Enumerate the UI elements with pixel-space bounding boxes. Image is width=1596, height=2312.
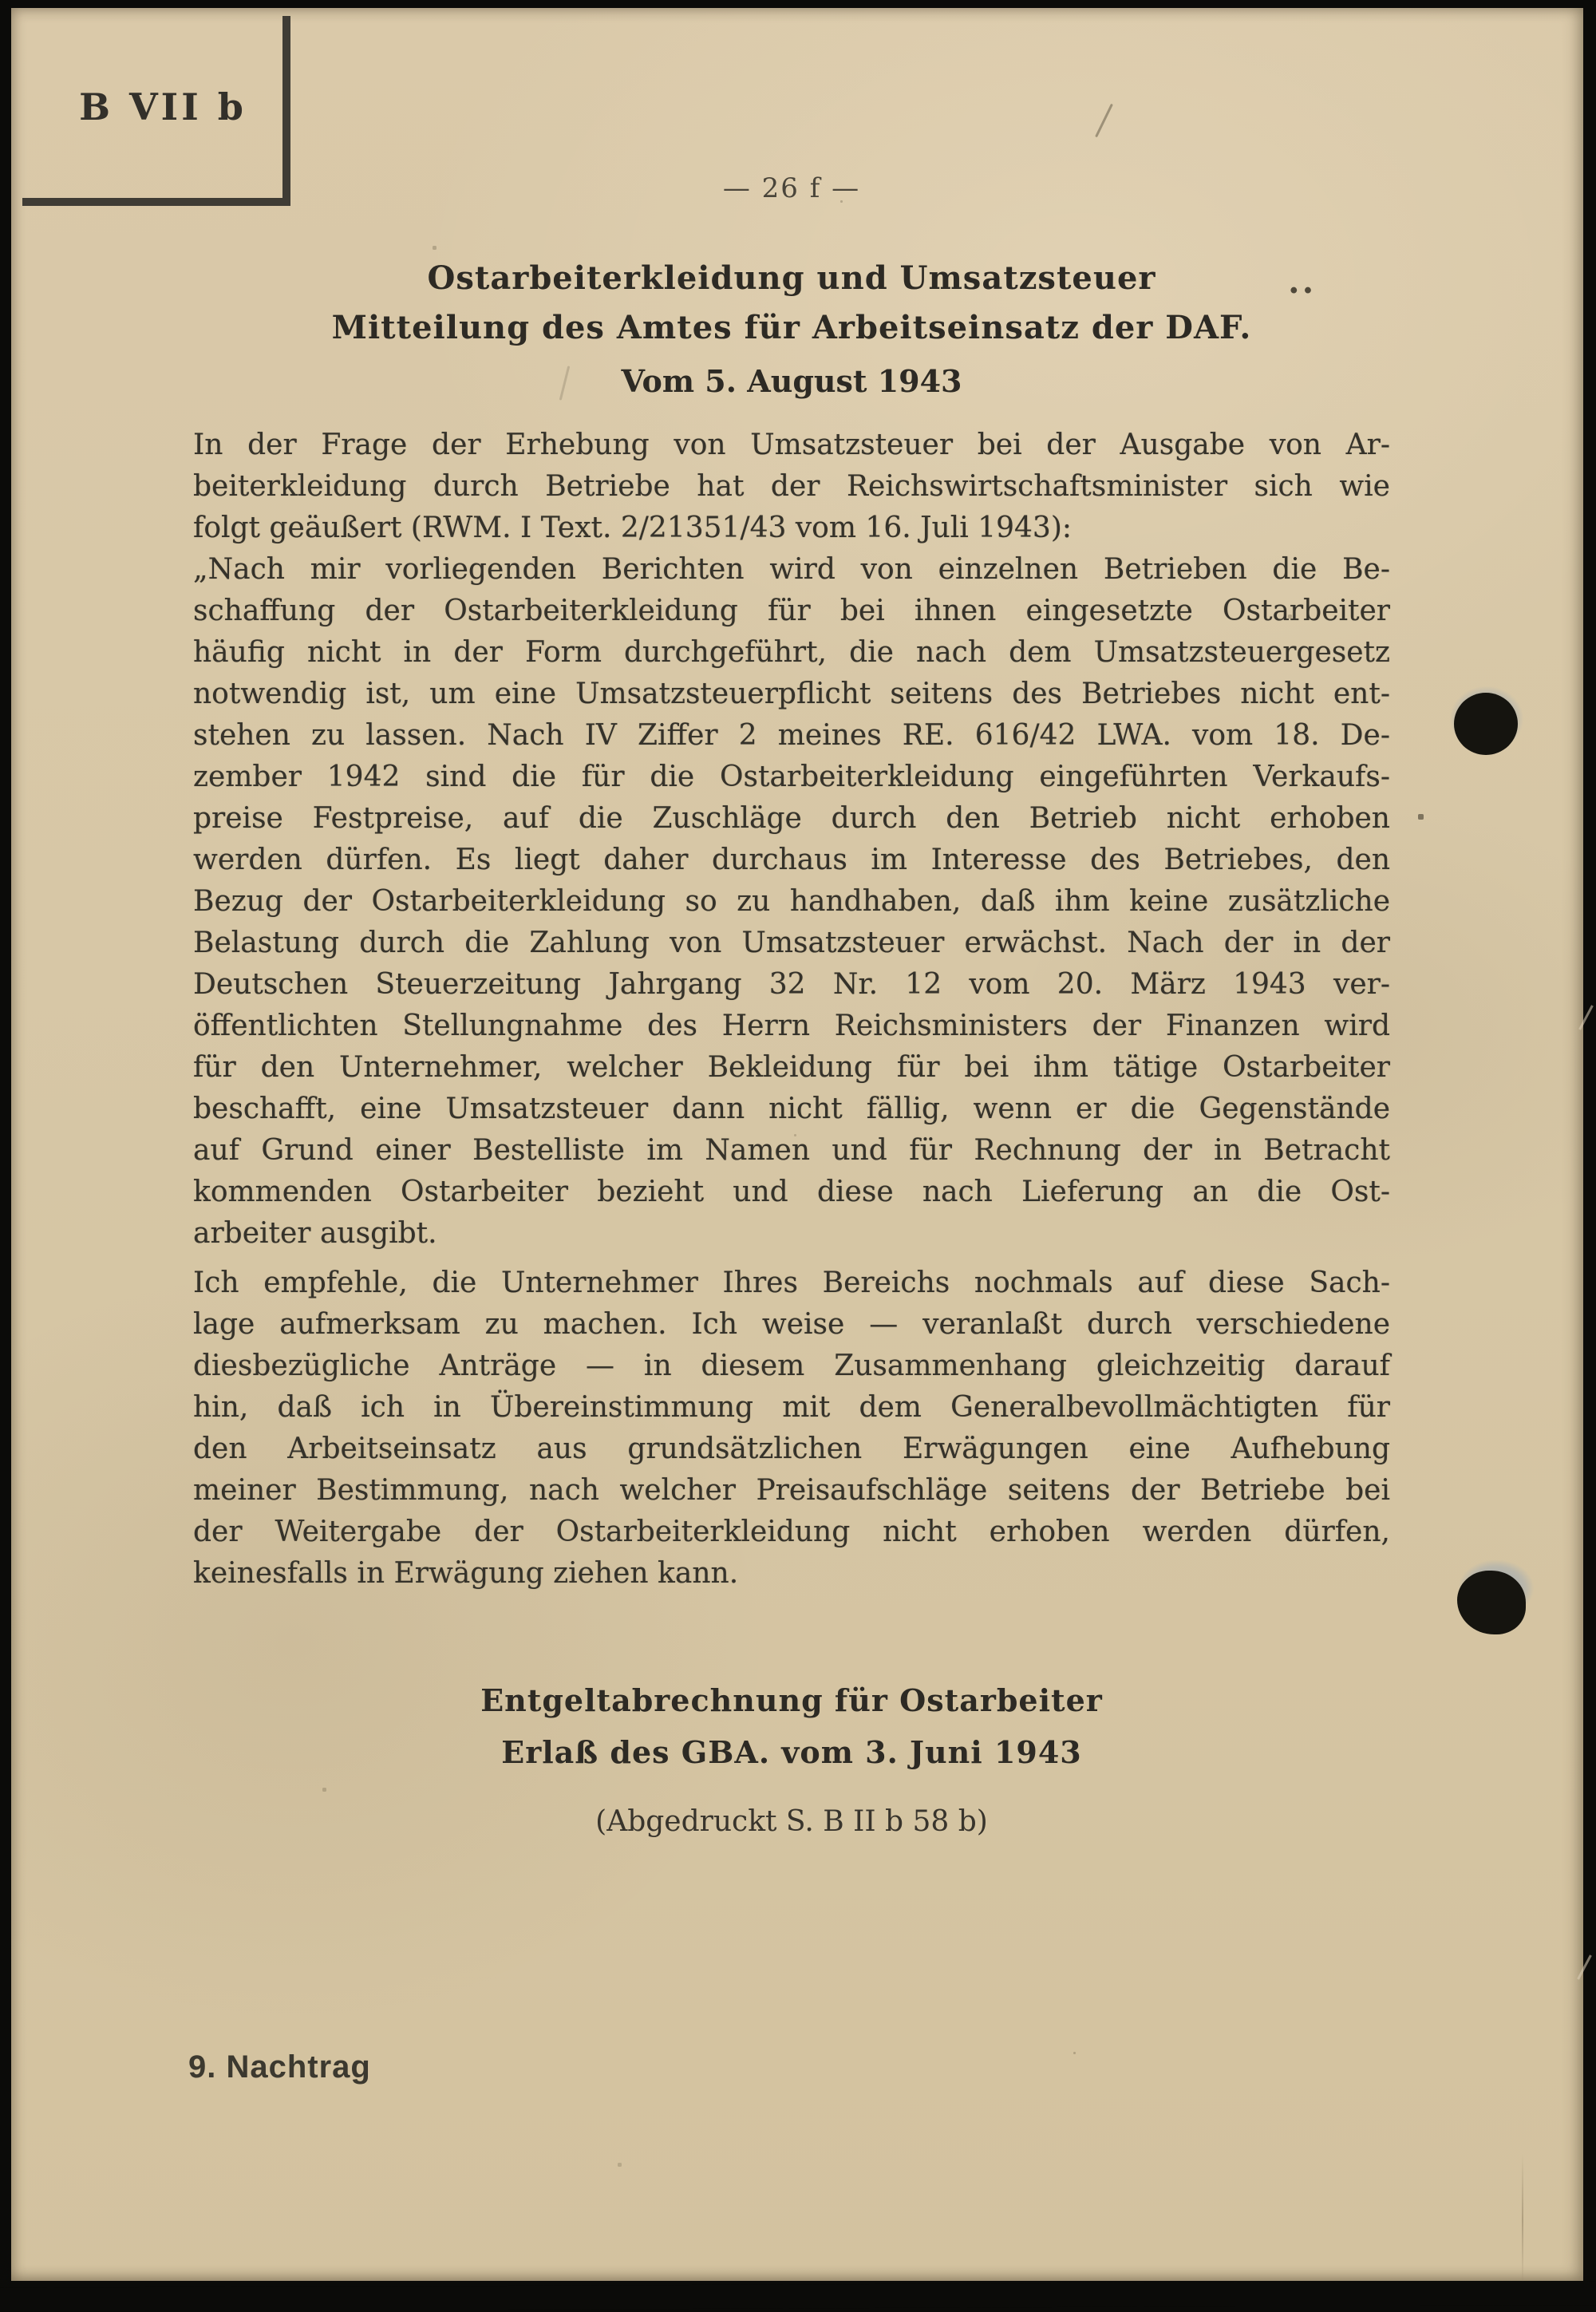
scanned-page bbox=[11, 8, 1583, 2281]
text-line: öffentlichten Stellungnahme des Herrn Reichsministers der Finanzen wird bbox=[193, 1010, 1390, 1042]
text-line: folgt geäußert (RWM. I Text. 2/21351/43 vom 16. Juli 1943): bbox=[193, 512, 1072, 544]
reprint-reference: (Abgedruckt S. B II b 58 b) bbox=[595, 1805, 988, 1838]
paragraph bbox=[193, 1263, 1390, 1595]
text-line: lage aufmerksam zu machen. Ich weise — veranlaßt durch verschiedene bbox=[193, 1308, 1390, 1341]
text-line: zember 1942 sind die für die Ostarbeiterkleidung eingeführten Verkaufs- bbox=[193, 761, 1390, 793]
paragraph bbox=[193, 549, 1390, 1255]
text-line: In der Frage der Erhebung von Umsatzsteuer bei der Ausgabe von Ar- bbox=[193, 429, 1390, 461]
paragraph bbox=[193, 425, 1390, 549]
text-line: Belastung durch die Zahlung von Umsatzsteuer erwächst. Nach der in der bbox=[193, 927, 1390, 959]
second-section-subtitle: Erlaß des GBA. vom 3. Juni 1943 bbox=[501, 1734, 1082, 1770]
text-line: schaffung der Ostarbeiterkleidung für bei ihnen eingesetzte Ostarbeiter bbox=[193, 595, 1390, 627]
text-line: stehen zu lassen. Nach IV Ziffer 2 meines RE. 616/42 LWA. vom 18. De- bbox=[193, 719, 1390, 752]
text-line: Deutschen Steuerzeitung Jahrgang 32 Nr. 12 vom 20. März 1943 ver- bbox=[193, 968, 1390, 1001]
document-subtitle: Mitteilung des Amtes für Arbeitseinsatz der DAF. bbox=[331, 309, 1252, 346]
text-line: preise Festpreise, auf die Zuschläge durch den Betrieb nicht erhoben bbox=[193, 802, 1390, 835]
classification-label: B VII b bbox=[79, 85, 247, 128]
scan-bottom-edge bbox=[0, 2281, 1596, 2312]
text-line: den Arbeitseinsatz aus grundsätzlichen Erwägungen eine Aufhebung bbox=[193, 1433, 1390, 1465]
text-line: „Nach mir vorliegenden Berichten wird von einzelnen Betrieben die Be- bbox=[193, 553, 1390, 586]
text-line: kommenden Ostarbeiter bezieht und diese nach Lieferung an die Ost- bbox=[193, 1176, 1390, 1208]
text-line: beschafft, eine Umsatzsteuer dann nicht fällig, wenn er die Gegenstände bbox=[193, 1093, 1390, 1125]
second-section-title: Entgeltabrechnung für Ostarbeiter bbox=[480, 1682, 1103, 1718]
punch-hole bbox=[1441, 1551, 1555, 1657]
punch-hole bbox=[1440, 677, 1543, 774]
text-line: der Weitergabe der Ostarbeiterkleidung nicht erhoben werden dürfen, bbox=[193, 1516, 1390, 1548]
punch-hole-opening bbox=[1454, 693, 1518, 755]
text-line: auf Grund einer Bestelliste im Namen und für Rechnung der in Betracht bbox=[193, 1134, 1390, 1167]
text-line: Bezug der Ostarbeiterkleidung so zu handhaben, daß ihm keine zusätzliche bbox=[193, 885, 1390, 918]
text-line: notwendig ist, um eine Umsatzsteuerpflicht seitens des Betriebes nicht ent- bbox=[193, 678, 1390, 710]
text-line: Ich empfehle, die Unternehmer Ihres Bereichs nochmals auf diese Sach- bbox=[193, 1267, 1390, 1299]
second-section bbox=[193, 1682, 1390, 1838]
text-line: für den Unternehmer, welcher Bekleidung für bei ihm tätige Ostarbeiter bbox=[193, 1051, 1390, 1084]
page-number: — 26 f — bbox=[722, 172, 861, 204]
text-line: keinesfalls in Erwägung ziehen kann. bbox=[193, 1557, 739, 1590]
text-line: diesbezügliche Anträge — in diesem Zusammenhang gleichzeitig darauf bbox=[193, 1350, 1390, 1382]
ink-smudge-mark: .. bbox=[1288, 262, 1317, 301]
document-date: Vom 5. August 1943 bbox=[621, 363, 962, 399]
text-line: meiner Bestimmung, nach welcher Preisaufschläge seitens der Betriebe bei bbox=[193, 1474, 1390, 1507]
paper-crease bbox=[1522, 2153, 1523, 2287]
text-line: werden dürfen. Es liegt daher durchaus im Interesse des Betriebes, den bbox=[193, 844, 1390, 876]
body-text bbox=[193, 425, 1390, 1595]
supplement-label: 9. Nachtrag bbox=[188, 2049, 371, 2085]
text-line: arbeiter ausgibt. bbox=[193, 1217, 437, 1250]
paper-specks bbox=[11, 8, 12, 9]
punch-hole-opening bbox=[1457, 1571, 1526, 1634]
pencil-mark bbox=[1095, 104, 1113, 138]
text-line: hin, daß ich in Übereinstimmung mit dem Generalbevollmächtigten für bbox=[193, 1391, 1390, 1424]
text-line: häufig nicht in der Form durchgeführt, die nach dem Umsatzsteuergesetz bbox=[193, 636, 1390, 669]
text-line: beiterkleidung durch Betriebe hat der Reichswirtschaftsminister sich wie bbox=[193, 470, 1390, 503]
document-title: Ostarbeiterkleidung und Umsatzsteuer bbox=[427, 259, 1156, 297]
